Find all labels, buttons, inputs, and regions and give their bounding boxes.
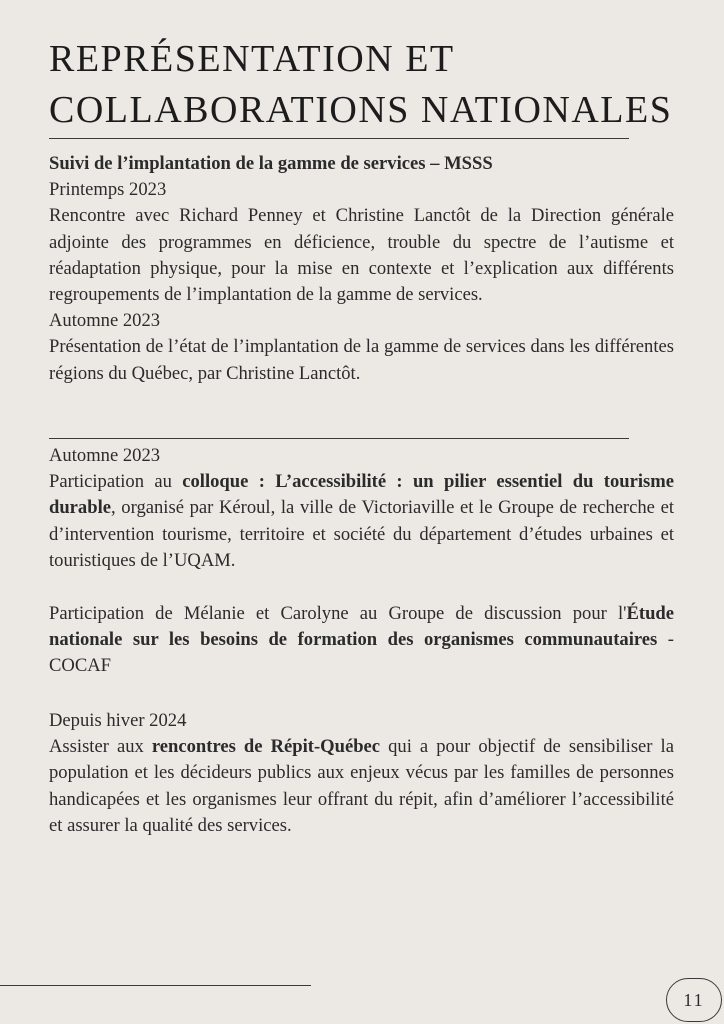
date-winter-2024: Depuis hiver 2024 — [49, 710, 187, 731]
section-repit-quebec — [49, 708, 674, 839]
bold-text-run: rencontres de Répit-Québec — [151, 736, 381, 758]
text-run: , organisé par Kéroul, la ville de Victoriaville et le Groupe de recherche et d’intervention tourisme, territoire et société du département d’études urbaines et touristiques de l’UQAM. — [49, 497, 674, 571]
date-autumn-2023: Automne 2023 — [49, 445, 161, 466]
section-cocaf — [49, 601, 674, 680]
paragraph-repit — [49, 734, 674, 839]
date-spring-2023: Printemps 2023 — [49, 179, 167, 201]
page-number: 11 — [683, 989, 705, 1010]
paragraph-meeting: Rencontre avec Richard Penney et Christine Lanctôt de la Direction générale adjointe des programmes en déficience, trouble du spectre de l’autisme et réadaptation physique, pour la mise en contexte et l’explication aux différents regroupements de l’implantation de la gamme de services. — [49, 205, 674, 306]
bold-text-run: colloque : L’accessibilité : un pilier essentiel du tourisme durable — [49, 471, 675, 519]
page-number-badge — [666, 978, 722, 1022]
text-run: - COCAF — [49, 629, 674, 677]
text-run: qui a pour objectif de sensibiliser la population et les décideurs publics aux enjeux vécus par les familles de personnes handicapées et les organismes leur offrant du répit, afin d’améliorer l’accessibilité et assurer la qualité des services. — [49, 736, 674, 836]
paragraph-colloque — [49, 469, 674, 574]
page-title — [49, 34, 689, 136]
paragraph-presentation: Présentation de l’état de l’implantation de la gamme de services dans les différentes régions du Québec, par Christine Lanctôt. — [49, 336, 674, 384]
page-title-line-2: COLLABORATIONS NATIONALES — [49, 89, 673, 131]
date-autumn-2023: Automne 2023 — [49, 310, 161, 332]
section-msss-implementation — [49, 151, 674, 387]
bold-text-run: Étude nationale sur les besoins de formation des organismes communautaires — [49, 603, 674, 651]
title-divider — [49, 138, 629, 139]
page-title-line-1: REPRÉSENTATION ET — [49, 38, 455, 80]
text-run: Participation au — [49, 471, 183, 493]
section-heading: Suivi de l’implantation de la gamme de services – MSSS — [49, 153, 493, 174]
footer-divider — [0, 985, 311, 986]
paragraph-cocaf — [49, 601, 674, 680]
text-run: Participation de Mélanie et Carolyne au Groupe de discussion pour l' — [49, 603, 627, 624]
section-colloque — [49, 443, 674, 574]
text-run: Assister aux — [49, 736, 152, 758]
section-divider — [49, 438, 629, 439]
